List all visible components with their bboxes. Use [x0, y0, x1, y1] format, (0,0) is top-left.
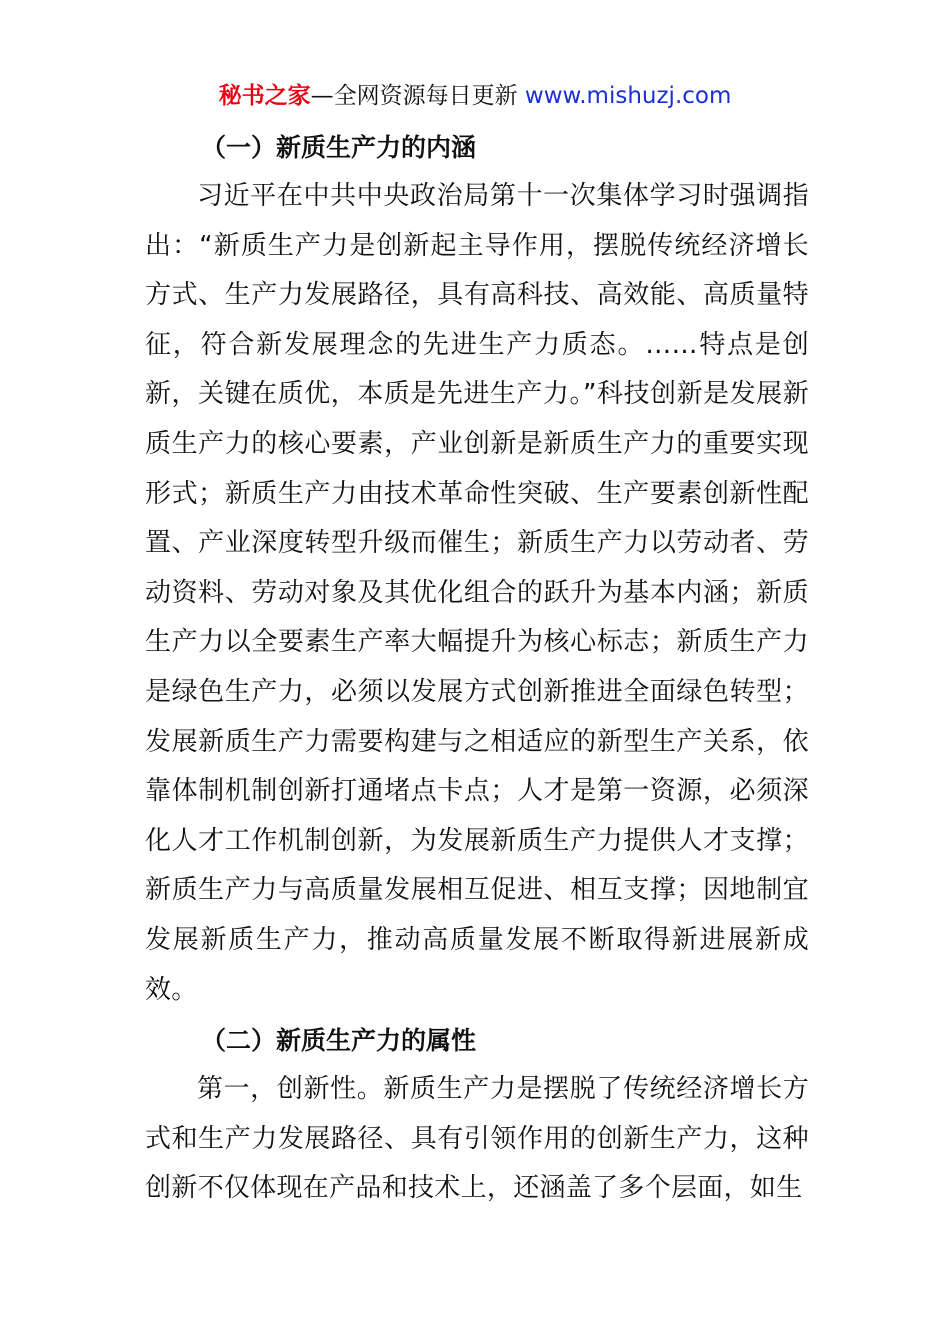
brand-name: 秘书之家 [218, 83, 311, 109]
header-tagline: —全网资源每日更新 [310, 83, 525, 109]
document-body [145, 124, 809, 1214]
site-url-link[interactable]: www.mishuzj.com [524, 83, 732, 109]
site-header [0, 80, 950, 112]
section-paragraph-1: 习近平在中共中央政治局第十一次集体学习时强调指出：“新质生产力是创新起主导作用，摆脱传统经济增长方式、生产力发展路径，具有高科技、高效能、高质量特征，符合新发展理念的先进生产力质态。……特点是创新，关键在质优，本质是先进生产力。”科技创新是发展新质生产力的核心要素，产业创新是新质生产力的重要实现形式；新质生产力由技术革命性突破、生产要素创新性配置、产业深度转型升级而催生；新质生产力以劳动者、劳动资料、劳动对象及其优化组合的跃升为基本内涵；新质生产力以全要素生产率大幅提升为核心标志；新质生产力是绿色生产力，必须以发展方式创新推进全面绿色转型；发展新质生产力需要构建与之相适应的新型生产关系，依靠体制机制创新打通堵点卡点；人才是第一资源，必须深化人才工作机制创新，为发展新质生产力提供人才支撑；新质生产力与高质量发展相互促进、相互支撑；因地制宜发展新质生产力，推动高质量发展不断取得新进展新成效。 [145, 181, 809, 1005]
section-paragraph-2: 第一，创新性。新质生产力是摆脱了传统经济增长方式和生产力发展路径、具有引领作用的创新生产力，这种创新不仅体现在产品和技术上，还涵盖了多个层面，如生 [145, 1074, 809, 1204]
section-heading-1: （一）新质生产力的内涵 [201, 133, 477, 162]
section-heading-2: （二）新质生产力的属性 [201, 1026, 477, 1056]
